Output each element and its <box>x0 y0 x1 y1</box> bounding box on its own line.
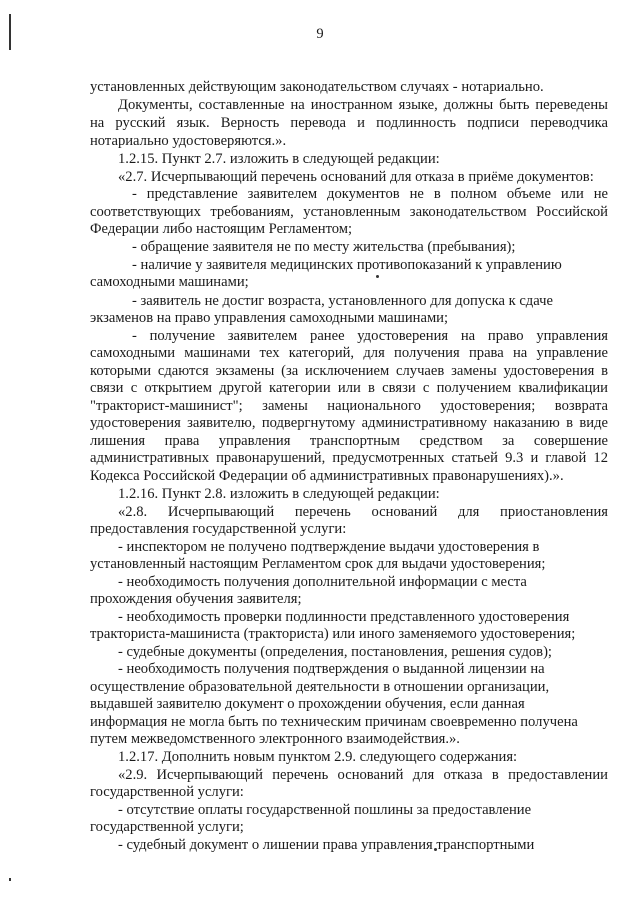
document-line: связи с открытием другой категории или в связи с получением квалификации <box>90 380 608 396</box>
document-line: нотариально удостоверяются.». <box>90 133 287 149</box>
document-line: Кодекса Российской Федерации об административных правонарушениях).». <box>90 468 564 484</box>
document-line: - получение заявителем ранее удостоверения на право управления <box>132 328 608 344</box>
document-line: информация не могла быть по техническим причинам своевременно получена <box>90 714 578 730</box>
document-line: осуществление образовательной деятельности в отношении организации, <box>90 679 550 695</box>
document-line: Документы, составленные на иностранном языке, должны быть переведены <box>118 97 608 113</box>
document-line: лишения права управления транспортным средством за совершение <box>90 433 608 449</box>
document-line: «2.8. Исчерпывающий перечень оснований для приостановления <box>118 504 608 520</box>
page-number: 9 <box>316 26 324 42</box>
document-line: - необходимость получения дополнительной информации с места <box>118 574 527 590</box>
document-line: «2.7. Исчерпывающий перечень оснований для отказа в приёме документов: <box>118 169 594 185</box>
document-line: самоходными машинами; <box>90 274 249 290</box>
document-line: выдавшей заявителю документ о прохождении обучения, если данная <box>90 696 525 712</box>
document-line: экзаменов на право управления самоходными машинами; <box>90 310 449 326</box>
document-line: предоставления государственной услуги: <box>90 521 347 537</box>
document-line: - обращение заявителя не по месту жительства (пребывания); <box>132 239 516 255</box>
document-line: государственной услуги: <box>90 784 244 800</box>
document-line: - необходимость получения подтверждения о выданной лицензии на <box>118 661 545 677</box>
document-line: на русский язык. Верность перевода и подлинность подписи переводчика <box>90 115 608 131</box>
document-line: - инспектором не получено подтверждение выдачи удостоверения в <box>118 539 540 555</box>
document-line: установленный настоящим Регламентом срок для выдачи удостоверения; <box>90 556 546 572</box>
document-line: - наличие у заявителя медицинских противопоказаний к управлению <box>132 257 562 273</box>
document-line: «2.9. Исчерпывающий перечень оснований для отказа в предоставлении <box>118 767 608 783</box>
document-line: - отсутствие оплаты государственной пошлины за предоставление <box>118 802 532 818</box>
document-line: самоходными машинами тех категорий, для получения права на управление <box>90 345 608 361</box>
document-line: административных правонарушений, предусмотренных статьей 9.3 и главой 12 <box>90 450 608 466</box>
document-line: 1.2.15. Пункт 2.7. изложить в следующей редакции: <box>118 151 440 167</box>
document-line: путем межведомственного электронного взаимодействия.». <box>90 731 460 747</box>
document-line: тракториста-машиниста (тракториста) или иного заменяемого удостоверения; <box>90 626 576 642</box>
document-line: соответствующих требованиям, установленным законодательством Российской <box>90 204 608 220</box>
document-line: 1.2.16. Пункт 2.8. изложить в следующей редакции: <box>118 486 440 502</box>
document-line: 1.2.17. Дополнить новым пунктом 2.9. следующего содержания: <box>118 749 518 765</box>
document-line: установленных действующим законодательством случаях - нотариально. <box>90 79 544 95</box>
document-line: - необходимость проверки подлинности представленного удостоверения <box>118 609 570 625</box>
document-line: - судебные документы (определения, постановления, решения судов); <box>118 644 552 660</box>
document-line: "тракторист-машинист"; замены национального удостоверения; возврата <box>90 398 608 414</box>
document-line: государственной услуги; <box>90 819 244 835</box>
document-line: Федерации либо настоящим Регламентом; <box>90 221 353 237</box>
document-line: - судебный документ о лишении права управления транспортными <box>118 837 535 853</box>
document-line: которыми сдаются экзамены (за исключением случаев замены удостоверения в <box>90 363 608 379</box>
document-line: - представление заявителем документов не в полном объеме или не <box>132 186 608 202</box>
document-line: прохождения обучения заявителя; <box>90 591 302 607</box>
document-line: - заявитель не достиг возраста, установленного для допуска к сдаче <box>132 293 553 309</box>
document-line: удостоверения заявителю, подвергнутому административному наказанию в виде <box>90 415 608 431</box>
